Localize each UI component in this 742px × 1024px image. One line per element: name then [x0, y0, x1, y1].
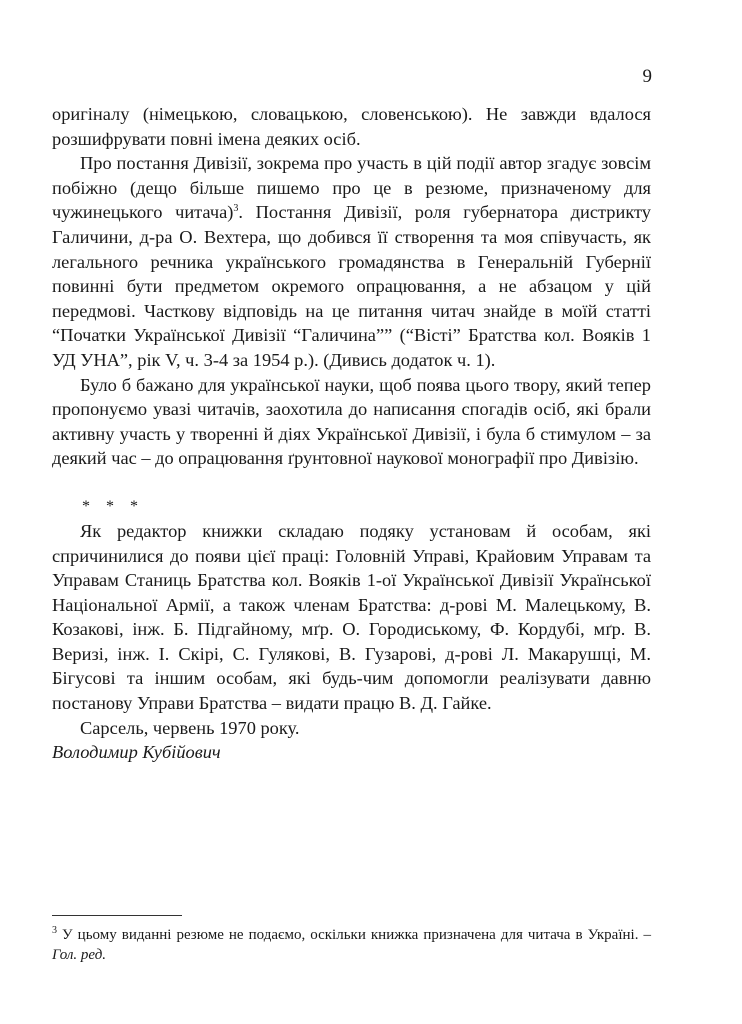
- paragraph-division-origin-part2: . Постання Дивізії, роля губернатора дистрикту Галичини, д-ра О. Вехтера, що добився її створення та моя співучасть, як легального речника українського громадянства в Генеральній Губернії повинні бути предметом окремого опрацювання, а не абзацом у цій передмові. Часткову відповідь на це питання читач знайде в моїй статті “Початки Української Дивізії “Галичина”” (“Вісті” Братства кол. Вояків 1 УД УНА”, рік V, ч. 3-4 за 1954 р.). (Дивись додаток ч. 1).: [52, 202, 652, 370]
- footnote-text: У цьому виданні резюме не подаємо, оскільки книжка призначена для читача в Україні. –: [57, 927, 651, 943]
- footnote-reference: 3: [233, 203, 239, 215]
- paragraph-division-origin-part1: Про постання Дивізії, зокрема про участь в цій події автор згадує зовсім побіжно (дещо більше пишемо про це в резюме, призначеному для чужинецького читача): [52, 153, 651, 223]
- footnote-mark: 3: [52, 925, 57, 936]
- date-place-line: Сарсель, червень 1970 року.: [80, 717, 300, 738]
- footnote-editor-note: Гол. ред.: [52, 947, 107, 963]
- section-separator: * * *: [82, 497, 144, 515]
- page-number: 9: [642, 66, 652, 87]
- body-text: [52, 102, 651, 765]
- footnote: [52, 925, 651, 965]
- paragraph-continuation: оригіналу (німецькою, словацькою, словенською). Не завжди вдалося розшифрувати повні імена деяких осіб.: [52, 104, 651, 149]
- author-signature: Володимир Кубійович: [52, 742, 221, 763]
- footnote-divider: [52, 915, 182, 916]
- paragraph-scholarship-wish: Було б бажано для української науки, щоб поява цього твору, який тепер пропонуємо увазі читачів, заохотила до написання спогадів осіб, які брали активну участь у творенні й діях Української Дивізії, і була б стимулом – за деякий час – до опрацювання ґрунтовної наукової монографії про Дивізію.: [52, 374, 651, 469]
- paragraph-division-origin: [52, 151, 651, 372]
- paragraph-acknowledgements: Як редактор книжки складаю подяку установам й особам, які спричинилися до появи цієї праці: Головній Управі, Крайовим Управам та Управам Станиць Братства кол. Вояків 1-ої Української Дивізії Української Національної Армії, а також членам Братства: д-рові М. Малецькому, В. Козакові, інж. Б. Підгайному, мґр. О. Городиському, Ф. Кордубі, мґр. В. Веризі, інж. І. Скірі, С. Гулякові, В. Гузарові, д-рові Л. Макарушці, М. Бігусові та іншим особам, які будь-чим допомогли реалізувати давню постанову Управи Братства – видати працю В. Д. Гайке.: [52, 520, 651, 714]
